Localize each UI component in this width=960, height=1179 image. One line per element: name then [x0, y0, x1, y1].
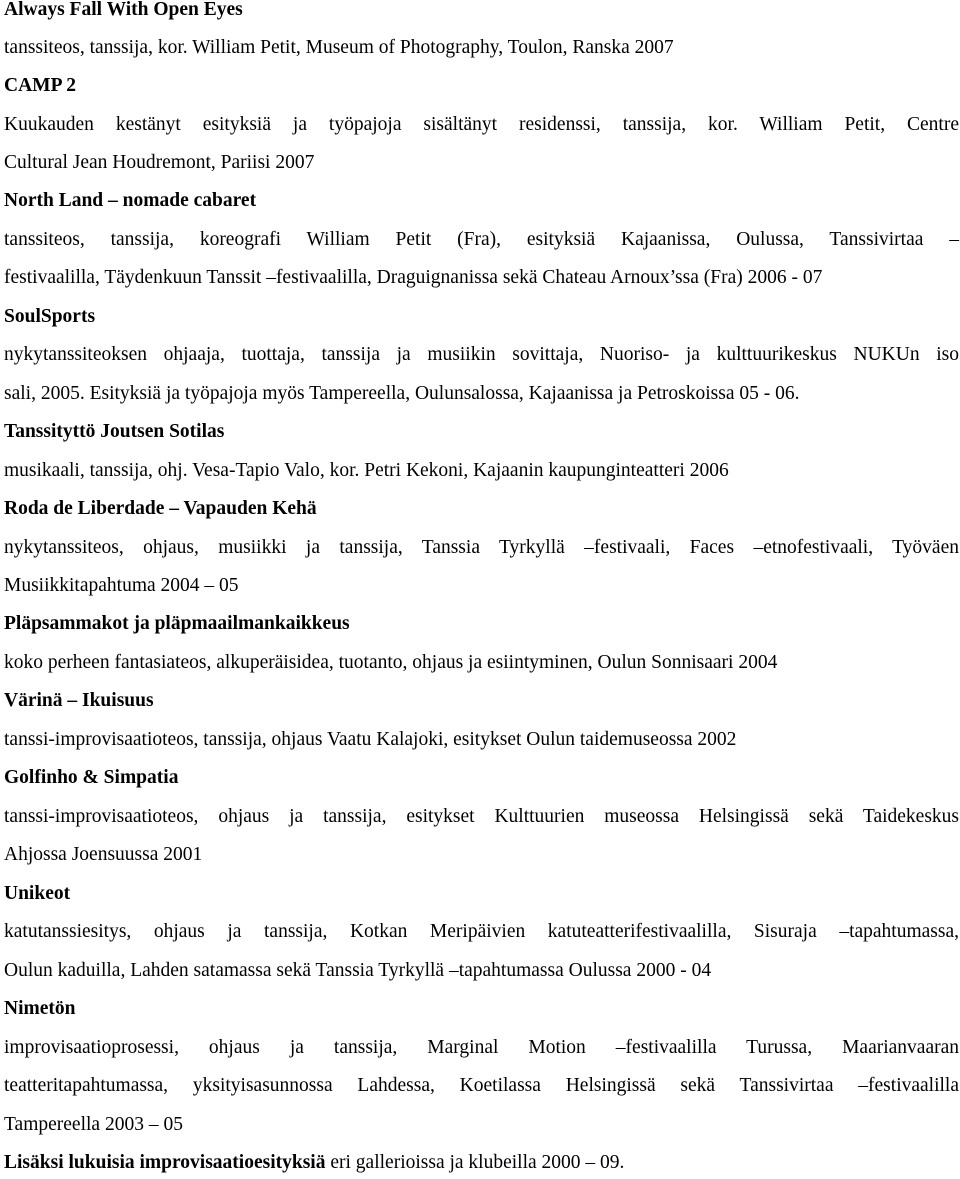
entry-title: Always Fall With Open Eyes — [4, 0, 243, 20]
entry-description: Kuukauden kestänyt esityksiä ja työpajoja sisältänyt residenssi, tanssija, kor. William Petit, Centre — [4, 114, 959, 135]
entry-title: Nimetön — [4, 998, 76, 1019]
entry-description: Musiikkitapahtuma 2004 – 05 — [4, 575, 239, 596]
entry-description: Tampereella 2003 – 05 — [4, 1114, 183, 1135]
entry-description: nykytanssiteos, ohjaus, musiikki ja tanssija, Tanssia Tyrkyllä –festivaali, Faces –etnofestivaali, Työväen — [4, 537, 959, 558]
entry-description: Cultural Jean Houdremont, Pariisi 2007 — [4, 152, 315, 173]
entry-description: musikaali, tanssija, ohj. Vesa-Tapio Valo, kor. Petri Kekoni, Kajaanin kaupunginteatteri 2006 — [4, 460, 729, 481]
entry-title: Roda de Liberdade – Vapauden Kehä — [4, 498, 317, 519]
footer-note-bold: Lisäksi lukuisia improvisaatioesityksiä — [4, 1152, 326, 1173]
entry-title: Tanssityttö Joutsen Sotilas — [4, 421, 225, 442]
entry-title: SoulSports — [4, 306, 96, 327]
entry-description: sali, 2005. Esityksiä ja työpajoja myös Tampereella, Oulunsalossa, Kajaanissa ja Petroskoissa 05 - 06. — [4, 383, 800, 404]
entry-description: Oulun kaduilla, Lahden satamassa sekä Tanssia Tyrkyllä –tapahtumassa Oulussa 2000 - 04 — [4, 960, 712, 981]
entry-description: koko perheen fantasiateos, alkuperäisidea, tuotanto, ohjaus ja esiintyminen, Oulun Sonnisaari 2004 — [4, 652, 778, 673]
entry-title: North Land – nomade cabaret — [4, 190, 257, 211]
entry-description: katutanssiesitys, ohjaus ja tanssija, Kotkan Meripäivien katuteatterifestivaalilla, Sisuraja –tapahtumassa, — [4, 921, 959, 942]
footer-note-rest: eri gallerioissa ja klubeilla 2000 – 09. — [325, 1152, 625, 1173]
footer-note — [4, 1151, 624, 1175]
entry-title: Unikeot — [4, 883, 71, 904]
entry-title: Pläpsammakot ja pläpmaailmankaikkeus — [4, 613, 350, 634]
entry-description: nykytanssiteoksen ohjaaja, tuottaja, tanssija ja musiikin sovittaja, Nuoriso- ja kulttuurikeskus NUKUn iso — [4, 344, 959, 365]
entry-description: teatteritapahtumassa, yksityisasunnossa Lahdessa, Koetilassa Helsingissä sekä Tanssivirtaa –festivaalilla — [4, 1075, 959, 1096]
entry-title: CAMP 2 — [4, 75, 77, 96]
entry-description: tanssiteos, tanssija, koreografi William Petit (Fra), esityksiä Kajaanissa, Oulussa, Tanssivirtaa – — [4, 229, 959, 250]
entry-title: Golfinho & Simpatia — [4, 767, 179, 788]
entry-description: tanssiteos, tanssija, kor. William Petit, Museum of Photography, Toulon, Ranska 2007 — [4, 37, 674, 58]
entry-description: tanssi-improvisaatioteos, ohjaus ja tanssija, esitykset Kulttuurien museossa Helsingissä sekä Taidekeskus — [4, 806, 959, 827]
entry-description: festivaalilla, Täydenkuun Tanssit –festivaalilla, Draguignanissa sekä Chateau Arnoux’ssa (Fra) 2006 - 07 — [4, 267, 823, 288]
entry-description: Ahjossa Joensuussa 2001 — [4, 844, 203, 865]
entry-description: tanssi-improvisaatioteos, tanssija, ohjaus Vaatu Kalajoki, esitykset Oulun taidemuseossa 2002 — [4, 729, 737, 750]
entry-description: improvisaatioprosessi, ohjaus ja tanssija, Marginal Motion –festivaalilla Turussa, Maarianvaaran — [4, 1037, 959, 1058]
entry-title: Värinä – Ikuisuus — [4, 690, 154, 711]
